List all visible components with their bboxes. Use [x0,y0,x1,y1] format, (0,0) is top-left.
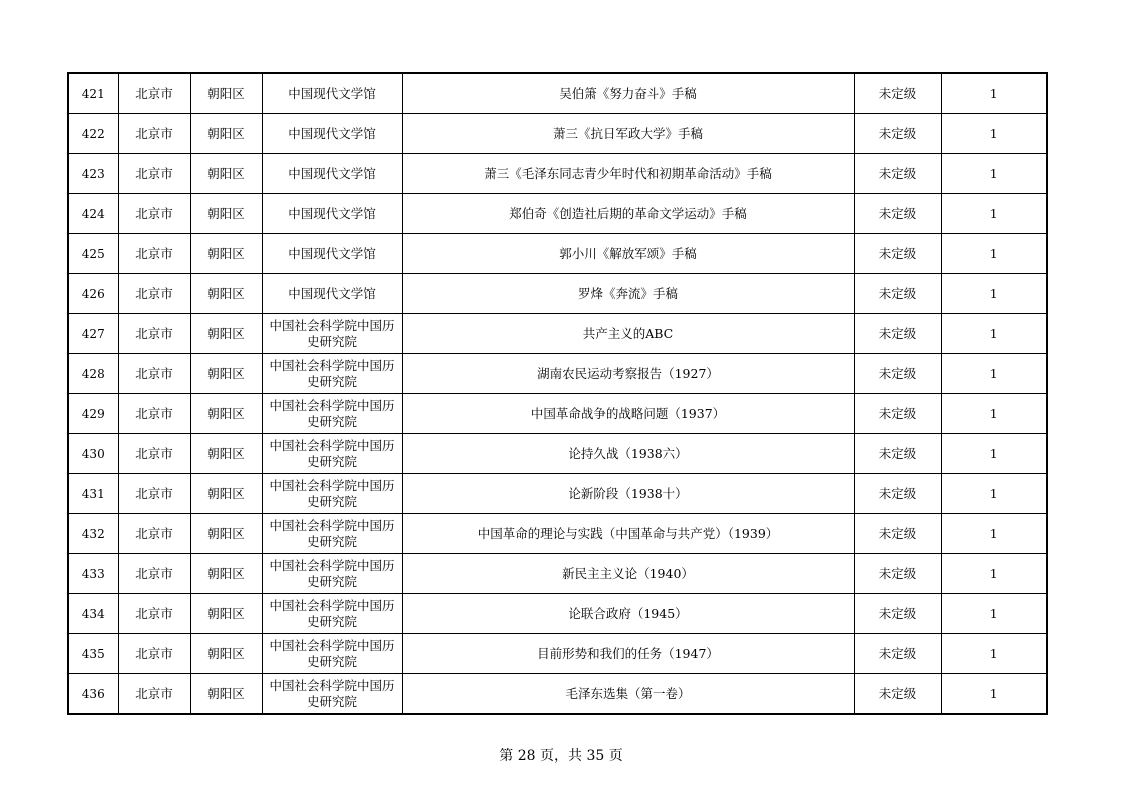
institution-cell: 中国社会科学院中国历史研究院 [262,434,402,474]
count-cell: 1 [941,73,1047,114]
row-number: 429 [68,394,118,434]
district-cell: 朝阳区 [190,674,262,715]
grade-cell: 未定级 [854,474,941,514]
count-cell: 1 [941,474,1047,514]
grade-cell: 未定级 [854,554,941,594]
table-row [68,314,1047,354]
count-cell: 1 [941,554,1047,594]
institution-cell: 中国社会科学院中国历史研究院 [262,554,402,594]
city-cell: 北京市 [118,154,190,194]
district-cell: 朝阳区 [190,594,262,634]
city-cell: 北京市 [118,554,190,594]
institution-cell: 中国社会科学院中国历史研究院 [262,634,402,674]
city-cell: 北京市 [118,73,190,114]
city-cell: 北京市 [118,114,190,154]
city-cell: 北京市 [118,394,190,434]
district-cell: 朝阳区 [190,314,262,354]
grade-cell: 未定级 [854,514,941,554]
city-cell: 北京市 [118,354,190,394]
count-cell: 1 [941,234,1047,274]
institution-cell: 中国社会科学院中国历史研究院 [262,594,402,634]
row-number: 427 [68,314,118,354]
count-cell: 1 [941,274,1047,314]
district-cell: 朝阳区 [190,194,262,234]
city-cell: 北京市 [118,234,190,274]
grade-cell: 未定级 [854,394,941,434]
table-row [68,394,1047,434]
institution-cell: 中国社会科学院中国历史研究院 [262,474,402,514]
city-cell: 北京市 [118,474,190,514]
table-row [68,73,1047,114]
page-footer: 第 28 页，共 35 页 [499,748,623,764]
table-row [68,594,1047,634]
table-row [68,274,1047,314]
district-cell: 朝阳区 [190,274,262,314]
table-row [68,434,1047,474]
row-number: 435 [68,634,118,674]
row-number: 430 [68,434,118,474]
table-row [68,234,1047,274]
grade-cell: 未定级 [854,154,941,194]
row-number: 426 [68,274,118,314]
district-cell: 朝阳区 [190,154,262,194]
item-title-cell: 郑伯奇《创造社后期的革命文学运动》手稿 [402,194,854,234]
institution-cell: 中国社会科学院中国历史研究院 [262,674,402,715]
city-cell: 北京市 [118,314,190,354]
institution-cell: 中国现代文学馆 [262,114,402,154]
grade-cell: 未定级 [854,594,941,634]
grade-cell: 未定级 [854,234,941,274]
row-number: 424 [68,194,118,234]
district-cell: 朝阳区 [190,114,262,154]
grade-cell: 未定级 [854,194,941,234]
institution-cell: 中国社会科学院中国历史研究院 [262,394,402,434]
count-cell: 1 [941,154,1047,194]
item-title-cell: 论新阶段（1938十） [402,474,854,514]
city-cell: 北京市 [118,434,190,474]
count-cell: 1 [941,194,1047,234]
item-title-cell: 湖南农民运动考察报告（1927） [402,354,854,394]
row-number: 433 [68,554,118,594]
collection-table [67,72,1048,715]
count-cell: 1 [941,594,1047,634]
grade-cell: 未定级 [854,114,941,154]
item-title-cell: 郭小川《解放军颂》手稿 [402,234,854,274]
institution-cell: 中国社会科学院中国历史研究院 [262,314,402,354]
item-title-cell: 吴伯箫《努力奋斗》手稿 [402,73,854,114]
item-title-cell: 毛泽东选集（第一卷） [402,674,854,715]
district-cell: 朝阳区 [190,234,262,274]
table-row [68,474,1047,514]
table-row [68,674,1047,715]
grade-cell: 未定级 [854,274,941,314]
district-cell: 朝阳区 [190,73,262,114]
table-body [68,73,1047,714]
institution-cell: 中国现代文学馆 [262,274,402,314]
row-number: 436 [68,674,118,715]
table-row [68,514,1047,554]
item-title-cell: 新民主主义论（1940） [402,554,854,594]
city-cell: 北京市 [118,514,190,554]
district-cell: 朝阳区 [190,474,262,514]
table-row [68,554,1047,594]
item-title-cell: 目前形势和我们的任务（1947） [402,634,854,674]
count-cell: 1 [941,514,1047,554]
count-cell: 1 [941,634,1047,674]
item-title-cell: 萧三《抗日军政大学》手稿 [402,114,854,154]
count-cell: 1 [941,314,1047,354]
item-title-cell: 罗烽《奔流》手稿 [402,274,854,314]
institution-cell: 中国社会科学院中国历史研究院 [262,514,402,554]
city-cell: 北京市 [118,674,190,715]
count-cell: 1 [941,394,1047,434]
institution-cell: 中国现代文学馆 [262,73,402,114]
item-title-cell: 中国革命战争的战略问题（1937） [402,394,854,434]
institution-cell: 中国社会科学院中国历史研究院 [262,354,402,394]
city-cell: 北京市 [118,594,190,634]
district-cell: 朝阳区 [190,354,262,394]
row-number: 423 [68,154,118,194]
institution-cell: 中国现代文学馆 [262,234,402,274]
count-cell: 1 [941,674,1047,715]
item-title-cell: 萧三《毛泽东同志青少年时代和初期革命活动》手稿 [402,154,854,194]
item-title-cell: 论联合政府（1945） [402,594,854,634]
table-row [68,194,1047,234]
grade-cell: 未定级 [854,434,941,474]
table-row [68,634,1047,674]
item-title-cell: 共产主义的ABC [402,314,854,354]
district-cell: 朝阳区 [190,554,262,594]
grade-cell: 未定级 [854,73,941,114]
table-row [68,354,1047,394]
row-number: 422 [68,114,118,154]
row-number: 425 [68,234,118,274]
count-cell: 1 [941,354,1047,394]
row-number: 421 [68,73,118,114]
institution-cell: 中国现代文学馆 [262,194,402,234]
district-cell: 朝阳区 [190,634,262,674]
grade-cell: 未定级 [854,634,941,674]
grade-cell: 未定级 [854,674,941,715]
grade-cell: 未定级 [854,354,941,394]
grade-cell: 未定级 [854,314,941,354]
city-cell: 北京市 [118,194,190,234]
city-cell: 北京市 [118,274,190,314]
count-cell: 1 [941,114,1047,154]
city-cell: 北京市 [118,634,190,674]
district-cell: 朝阳区 [190,434,262,474]
row-number: 434 [68,594,118,634]
district-cell: 朝阳区 [190,514,262,554]
institution-cell: 中国现代文学馆 [262,154,402,194]
item-title-cell: 论持久战（1938六） [402,434,854,474]
table-row [68,114,1047,154]
row-number: 431 [68,474,118,514]
row-number: 428 [68,354,118,394]
count-cell: 1 [941,434,1047,474]
table-row [68,154,1047,194]
item-title-cell: 中国革命的理论与实践（中国革命与共产党）（1939） [402,514,854,554]
district-cell: 朝阳区 [190,394,262,434]
row-number: 432 [68,514,118,554]
